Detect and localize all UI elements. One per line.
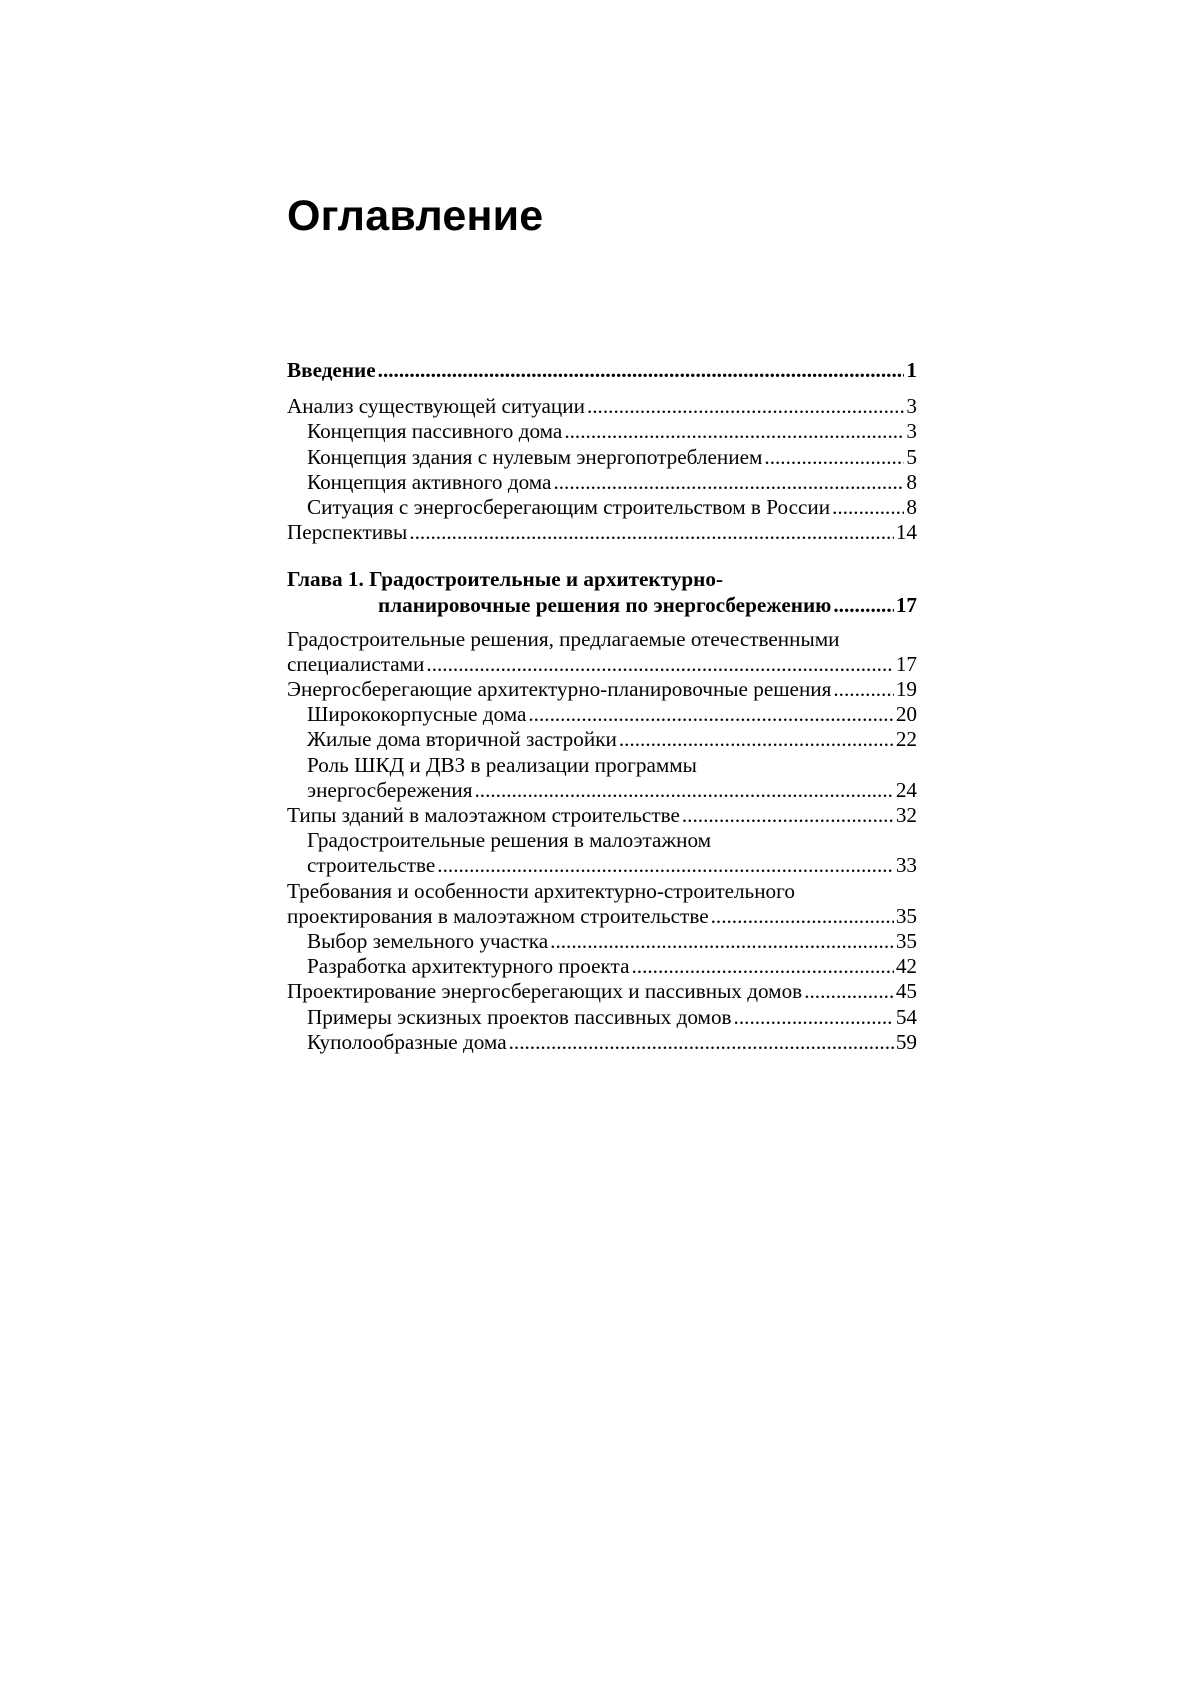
toc-entry-label: строительстве [307,853,436,878]
toc-page-number: 8 [906,469,917,494]
toc-entry-analysis[interactable] [287,394,917,419]
toc-entry-label: Проектирование энергосберегающих и пассивных домов [287,979,803,1004]
toc-entry-label: специалистами [287,651,425,676]
toc-entry-land[interactable] [287,929,917,954]
toc-page-number: 8 [906,494,917,519]
toc-entry-passive[interactable] [287,419,917,444]
toc-page-number: 54 [895,1004,917,1029]
toc-page-number: 22 [895,727,917,752]
toc-entry-label: Концепция активного дома [307,469,552,494]
toc-page-number: 24 [895,777,917,802]
toc-page-number: 17 [895,651,917,676]
dot-leader [804,979,894,1004]
toc-page-number: 42 [895,954,917,979]
dot-leader [564,419,904,444]
toc-entry-urban[interactable] [287,652,917,677]
page-title: Оглавление [287,192,544,240]
dot-leader [833,593,893,618]
dot-leader [437,853,894,878]
toc-page-number: 17 [895,592,917,617]
dot-leader [833,677,893,702]
dot-leader [764,445,904,470]
dot-leader [409,520,894,545]
toc-page-number: 1 [906,358,917,382]
toc-page-number: 59 [895,1029,917,1054]
toc-entry-label: Перспективы [287,520,408,545]
toc-entry-label: энергосбережения [307,777,473,802]
toc-entry-lowrise[interactable] [287,853,917,878]
toc-entry-label: Примеры эскизных проектов пассивных домов [307,1004,732,1029]
dot-leader [426,652,893,677]
toc-entry-role[interactable] [287,778,917,803]
toc-entry-label: Куполообразные дома [307,1029,507,1054]
toc-page-number: 32 [895,803,917,827]
toc-entry-label: Жилые дома вторичной застройки [307,727,617,752]
toc-requirements-line1[interactable]: Требования и особенности архитектурно-строительного [287,878,795,903]
dot-leader [734,1005,894,1030]
toc-entry-label: проектирования в малоэтажном строительстве [287,903,709,928]
toc-entry-intro[interactable] [287,358,917,383]
dot-leader [528,702,893,727]
toc-page-number: 45 [895,979,917,1004]
toc-chapter1-line1[interactable]: Глава 1. Градостроительные и архитектурно- [287,567,723,592]
toc-entry-label: Введение [287,358,376,382]
toc-page-number: 5 [906,444,917,469]
dot-leader [619,727,894,752]
toc-entry-label: Ситуация с энергосберегающим строительством в России [307,494,831,519]
toc-page-number: 3 [906,394,917,419]
toc-entry-label: Типы зданий в малоэтажном строительстве [287,803,680,827]
toc-lowrise-line1[interactable]: Градостроительные решения в малоэтажном [307,828,712,853]
toc-page-number: 20 [895,702,917,727]
toc-entry-wide[interactable] [287,702,917,727]
dot-leader [509,1030,894,1055]
toc-entry-russia[interactable] [287,495,917,520]
dot-leader [711,904,894,929]
toc-entry-prospects[interactable] [287,520,917,545]
toc-page-number: 35 [895,928,917,953]
toc-entry-label: Анализ существующей ситуации [287,394,585,419]
dot-leader [587,394,904,419]
toc-page-number: 19 [895,677,917,702]
dot-leader [553,470,904,495]
toc-entry-label: Концепция здания с нулевым энергопотреблением [307,444,763,469]
toc-role-line1[interactable]: Роль ШКД и ДВЗ в реализации программы [307,752,697,777]
dot-leader [631,954,893,979]
toc-entry-label: Энергосберегающие архитектурно-планировочные решения [287,677,832,702]
dot-leader [550,929,894,954]
toc-entry-dome[interactable] [287,1030,917,1055]
toc-entry-chapter1[interactable] [287,593,917,618]
toc-page-number: 33 [895,853,917,878]
toc-entry-types[interactable] [287,803,917,828]
dot-leader [682,803,894,828]
toc-urban-line1[interactable]: Градостроительные решения, предлагаемые отечественными [287,626,840,651]
toc-entry-zero[interactable] [287,445,917,470]
toc-entry-label: Ширококорпусные дома [307,702,527,727]
toc-entry-design[interactable] [287,979,917,1004]
toc-entry-secondary[interactable] [287,727,917,752]
toc-page-number: 35 [895,903,917,928]
table-of-contents [287,358,917,1055]
toc-entry-label: Выбор земельного участка [307,928,549,953]
toc-entry-label: планировочные решения по энергосбережению [378,592,832,617]
toc-entry-label: Концепция пассивного дома [307,419,563,444]
dot-leader [378,358,905,383]
toc-entry-examples[interactable] [287,1005,917,1030]
toc-entry-project[interactable] [287,954,917,979]
toc-entry-arch[interactable] [287,677,917,702]
toc-entry-requirements[interactable] [287,904,917,929]
toc-page-number: 3 [906,419,917,444]
dot-leader [474,778,893,803]
dot-leader [832,495,904,520]
toc-entry-active[interactable] [287,470,917,495]
toc-page-number: 14 [895,520,917,545]
toc-entry-label: Разработка архитектурного проекта [307,954,630,979]
